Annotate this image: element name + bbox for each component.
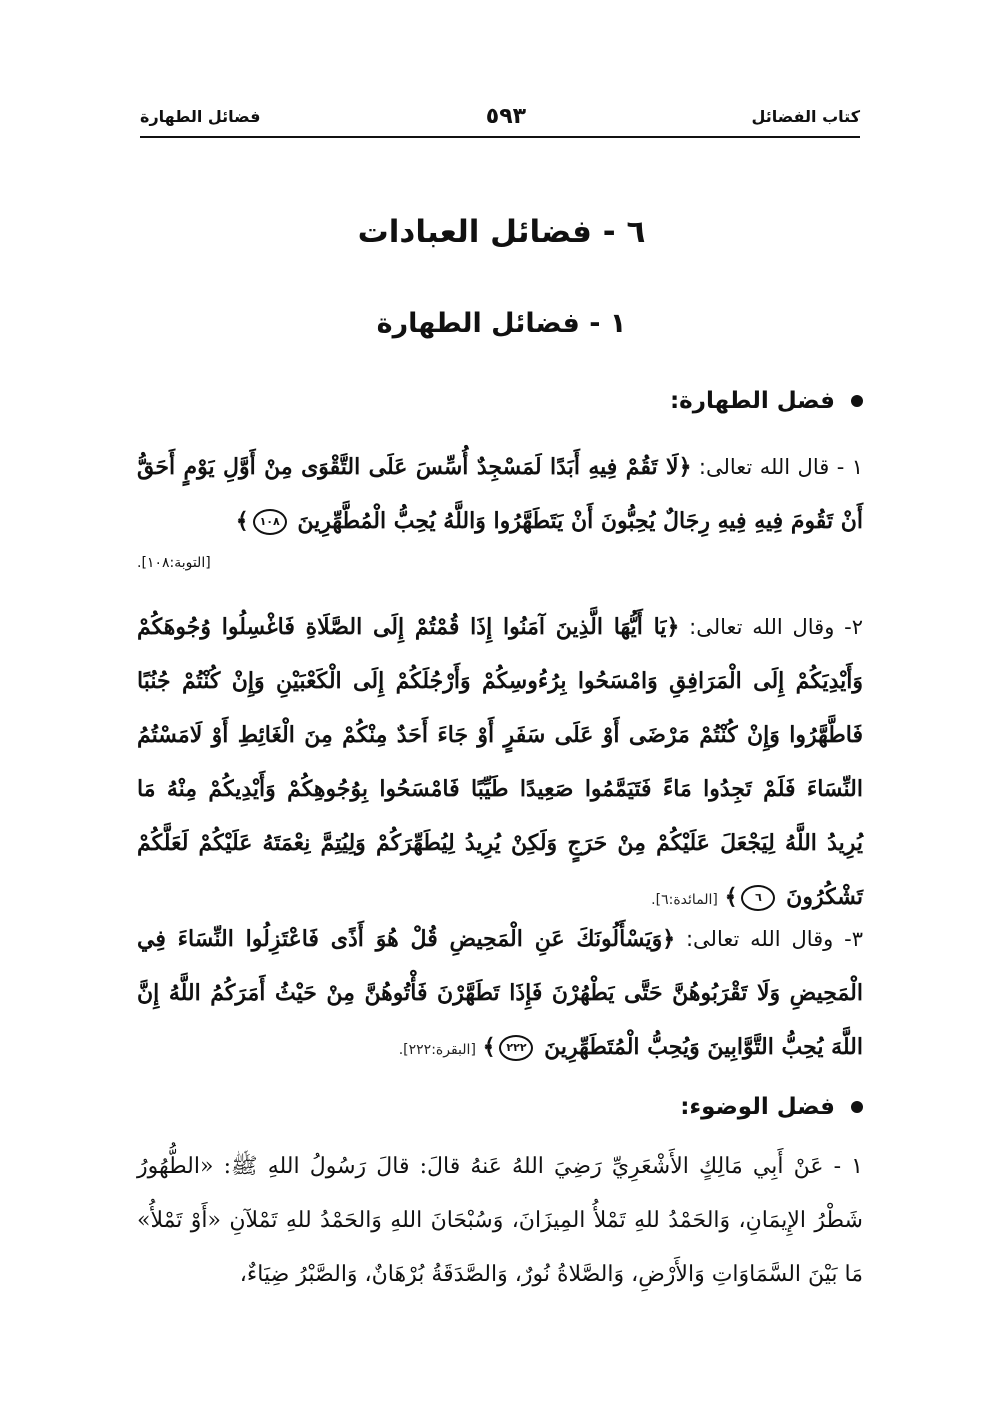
- entry-intro: وقال الله تعالى:: [685, 927, 834, 951]
- bullet-icon: [851, 1101, 863, 1113]
- close-brace-icon: ﴾: [482, 1034, 496, 1060]
- entry-verse-2: [137, 600, 863, 927]
- entry-number: ١ -: [833, 1154, 863, 1179]
- quran-verse: لَا تَقُمْ فِيهِ أَبَدًا لَمَسْجِدٌ أُسِّسَ عَلَى التَّقْوَى مِنْ أَوَّلِ يَوْمٍ أَحَقُّ أَنْ تَقُومَ فِيهِ فِيهِ رِجَالٌ يُحِبُّونَ أَنْ يَتَطَهَّرُوا وَاللَّهُ يُحِبُّ الْمُطَّهِّرِينَ: [137, 454, 863, 534]
- entry-number: ٣-: [844, 927, 864, 951]
- entry-number: ١ -: [836, 455, 863, 479]
- open-brace-icon: ﴿: [662, 926, 676, 952]
- verse-reference: [التوبة:١٠٨].: [137, 555, 211, 571]
- chapter-title: ٦ - فضائل العبادات: [357, 214, 646, 250]
- entry-verse-3: [137, 912, 863, 1077]
- subsection-heading-text: فضل الوضوء:: [680, 1094, 835, 1120]
- page-number: ٥٩٣: [485, 103, 527, 129]
- verse-reference: [المائدة:٦].: [651, 892, 718, 908]
- entry-verse-1: [137, 440, 863, 578]
- quran-verse: وَيَسْأَلُونَكَ عَنِ الْمَحِيضِ قُلْ هُوَ أَذًى فَاعْتَزِلُوا النِّسَاءَ فِي الْمَحِيضِ وَلَا تَقْرَبُوهُنَّ حَتَّى يَطْهُرْنَ فَإِذَا تَطَهَّرْنَ فَأْتُوهُنَّ مِنْ حَيْثُ أَمَرَكُمُ اللَّهُ إِنَّ اللَّهَ يُحِبُّ التَّوَّابِينَ وَيُحِبُّ الْمُتَطَهِّرِينَ: [137, 926, 863, 1060]
- open-brace-icon: ﴿: [666, 614, 680, 640]
- section-heading: ١ - فضائل الطهارة: [376, 308, 627, 339]
- ayah-number-marker: ٢٢٢: [499, 1035, 533, 1061]
- verse-reference: [البقرة:٢٢٢].: [398, 1042, 476, 1058]
- subsection-heading-ablution: [680, 1094, 863, 1120]
- hadith-text: عَنْ أَبِي مَالِكٍ الأَشْعَرِيِّ رَضِيَ اللهُ عَنهُ قالَ: قالَ رَسُولُ اللهِ ﷺ: «الطُّهُورُ شَطْرُ الإِيمَانِ، وَالحَمْدُ للهِ تَمْلأُ المِيزَانَ، وَسُبْحَانَ اللهِ وَالحَمْدُ للهِ تَمْلآنِ «أَوْ تَمْلأُ» مَا بَيْنَ السَّمَاوَاتِ وَالأَرْضِ، وَالصَّلاةُ نُورٌ، وَالصَّدَقَةُ بُرْهَانٌ، وَالصَّبْرُ ضِيَاءٌ،: [137, 1154, 863, 1287]
- ayah-number-marker: ١٠٨: [253, 509, 287, 535]
- entry-intro: وقال الله تعالى:: [689, 615, 835, 639]
- running-header: [140, 100, 860, 132]
- ayah-number-marker: ٦: [741, 885, 775, 911]
- subsection-heading-purification: [670, 388, 863, 414]
- entry-number: ٢-: [844, 615, 863, 639]
- header-book-title: كتاب الفضائل: [751, 106, 860, 126]
- entry-hadith-1: [137, 1140, 863, 1302]
- open-brace-icon: ﴿: [678, 454, 692, 480]
- entry-intro: قال الله تعالى:: [698, 455, 830, 479]
- bullet-icon: [851, 395, 863, 407]
- header-section-title: فضائل الطهارة: [140, 106, 261, 126]
- header-rule: [140, 136, 860, 138]
- close-brace-icon: ﴾: [235, 508, 249, 534]
- quran-verse: يَا أَيُّهَا الَّذِينَ آمَنُوا إِذَا قُمْتُمْ إِلَى الصَّلَاةِ فَاغْسِلُوا وُجُوهَكُمْ وَأَيْدِيَكُمْ إِلَى الْمَرَافِقِ وَامْسَحُوا بِرُءُوسِكُمْ وَأَرْجُلَكُمْ إِلَى الْكَعْبَيْنِ وَإِنْ كُنْتُمْ جُنُبًا فَاطَّهَّرُوا وَإِنْ كُنْتُمْ مَرْضَى أَوْ عَلَى سَفَرٍ أَوْ جَاءَ أَحَدٌ مِنْكُمْ مِنَ الْغَائِطِ أَوْ لَامَسْتُمُ النِّسَاءَ فَلَمْ تَجِدُوا مَاءً فَتَيَمَّمُوا صَعِيدًا طَيِّبًا فَامْسَحُوا بِوُجُوهِكُمْ وَأَيْدِيكُمْ مِنْهُ مَا يُرِيدُ اللَّهُ لِيَجْعَلَ عَلَيْكُمْ مِنْ حَرَجٍ وَلَكِنْ يُرِيدُ لِيُطَهِّرَكُمْ وَلِيُتِمَّ نِعْمَتَهُ عَلَيْكُمْ لَعَلَّكُمْ تَشْكُرُونَ: [137, 614, 863, 910]
- close-brace-icon: ﴾: [724, 884, 738, 910]
- subsection-heading-text: فضل الطهارة:: [669, 388, 835, 414]
